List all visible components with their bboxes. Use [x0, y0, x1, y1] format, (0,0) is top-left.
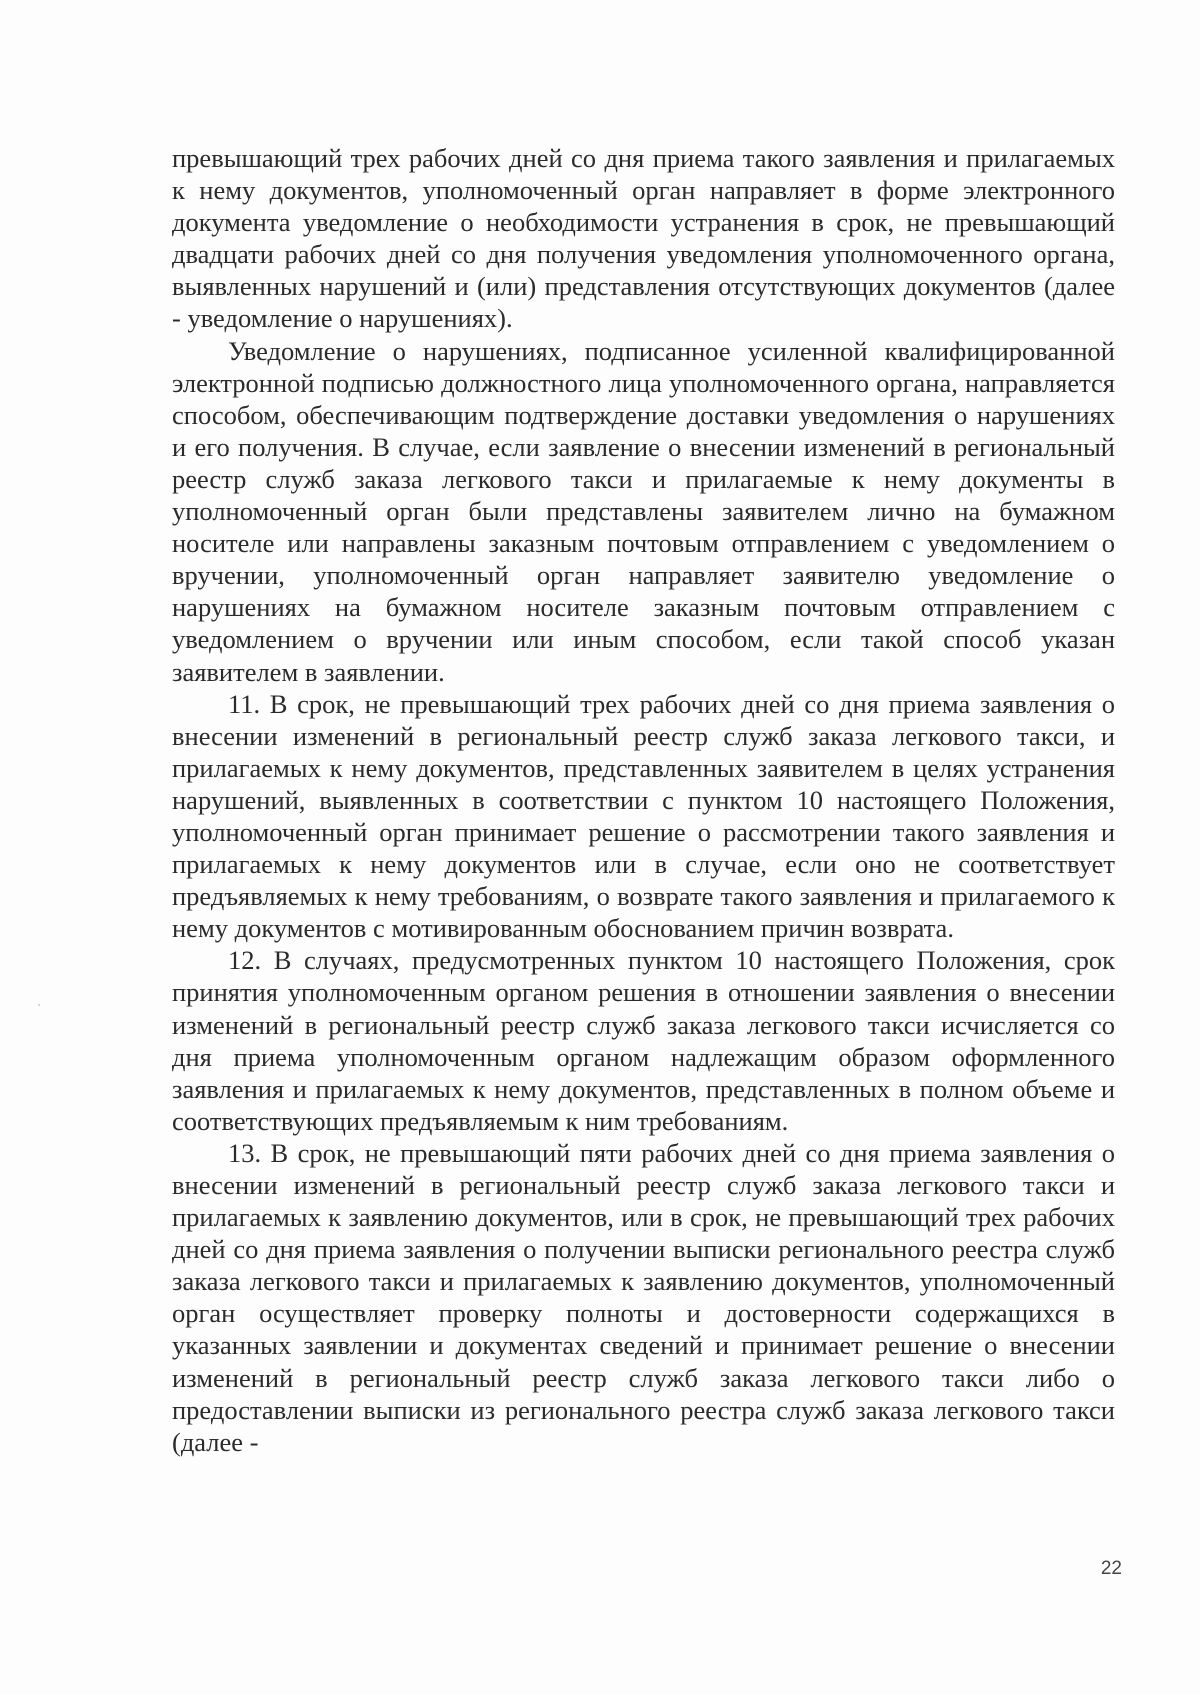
paragraph-item-11: 11. В срок, не превышающий трех рабочих дней со дня приема заявления о внесении изменений в региональный реестр служб заказа легкового такси, и прилагаемых к нему документов, представленных заявителем в целях устранения нарушений, выявленных в соответствии с пунктом 10 настоящего Положения, уполномоченный орган принимает решение о рассмотрении такого заявления и прилагаемых к нему документов или в случае, если оно не соответствует предъявляемых к нему требованиям, о возврате такого заявления и прилагаемого к нему документов с мотивированным обоснованием причин возврата. — [172, 688, 1115, 944]
paragraph-item-13: 13. В срок, не превышающий пяти рабочих дней со дня приема заявления о внесении изменений в региональный реестр служб заказа легкового такси и прилагаемых к заявлению документов, или в срок, не превышающий трех рабочих дней со дня приема заявления о получении выписки регионального реестра служб заказа легкового такси и прилагаемых к заявлению документов, уполномоченный орган осуществляет проверку полноты и достоверности содержащихся в указанных заявлении и документах сведений и принимает решение о внесении изменений в региональный реестр служб заказа легкового такси либо о предоставлении выписки из регионального реестра служб заказа легкового такси (далее - — [172, 1137, 1115, 1457]
paragraph-item-12: 12. В случаях, предусмотренных пунктом 10 настоящего Положения, срок принятия уполномоченным органом решения в отношении заявления о внесении изменений в региональный реестр служб заказа легкового такси исчисляется со дня приема уполномоченным органом надлежащим образом оформленного заявления и прилагаемых к нему документов, представленных в полном объеме и соответствующих предъявляемым к ним требованиям. — [172, 945, 1115, 1136]
document-body — [172, 142, 1115, 1458]
paragraph-notification: Уведомление о нарушениях, подписанное усиленной квалифицированной электронной подписью должностного лица уполномоченного органа, направляется способом, обеспечивающим подтверждение доставки уведомления о нарушениях и его получения. В случае, если заявление о внесении изменений в региональный реестр служб заказа легкового такси и прилагаемые к нему документы в уполномоченный орган были представлены заявителем лично на бумажном носителе или направлены заказным почтовым отправлением с уведомлением о вручении, уполномоченный орган направляет заявителю уведомление о нарушениях на бумажном носителе заказным почтовым отправлением с уведомлением о вручении или иным способом, если такой способ указан заявителем в заявлении. — [172, 335, 1115, 687]
scan-speck — [38, 1004, 40, 1006]
page-number: 22 — [1100, 1558, 1122, 1579]
paragraph-continuation: превышающий трех рабочих дней со дня приема такого заявления и прилагаемых к нему документов, уполномоченный орган направляет в форме электронного документа уведомление о необходимости устранения в срок, не превышающий двадцати рабочих дней со дня получения уведомления уполномоченного органа, выявленных нарушений и (или) представления отсутствующих документов (далее - уведомление о нарушениях). — [172, 143, 1115, 334]
